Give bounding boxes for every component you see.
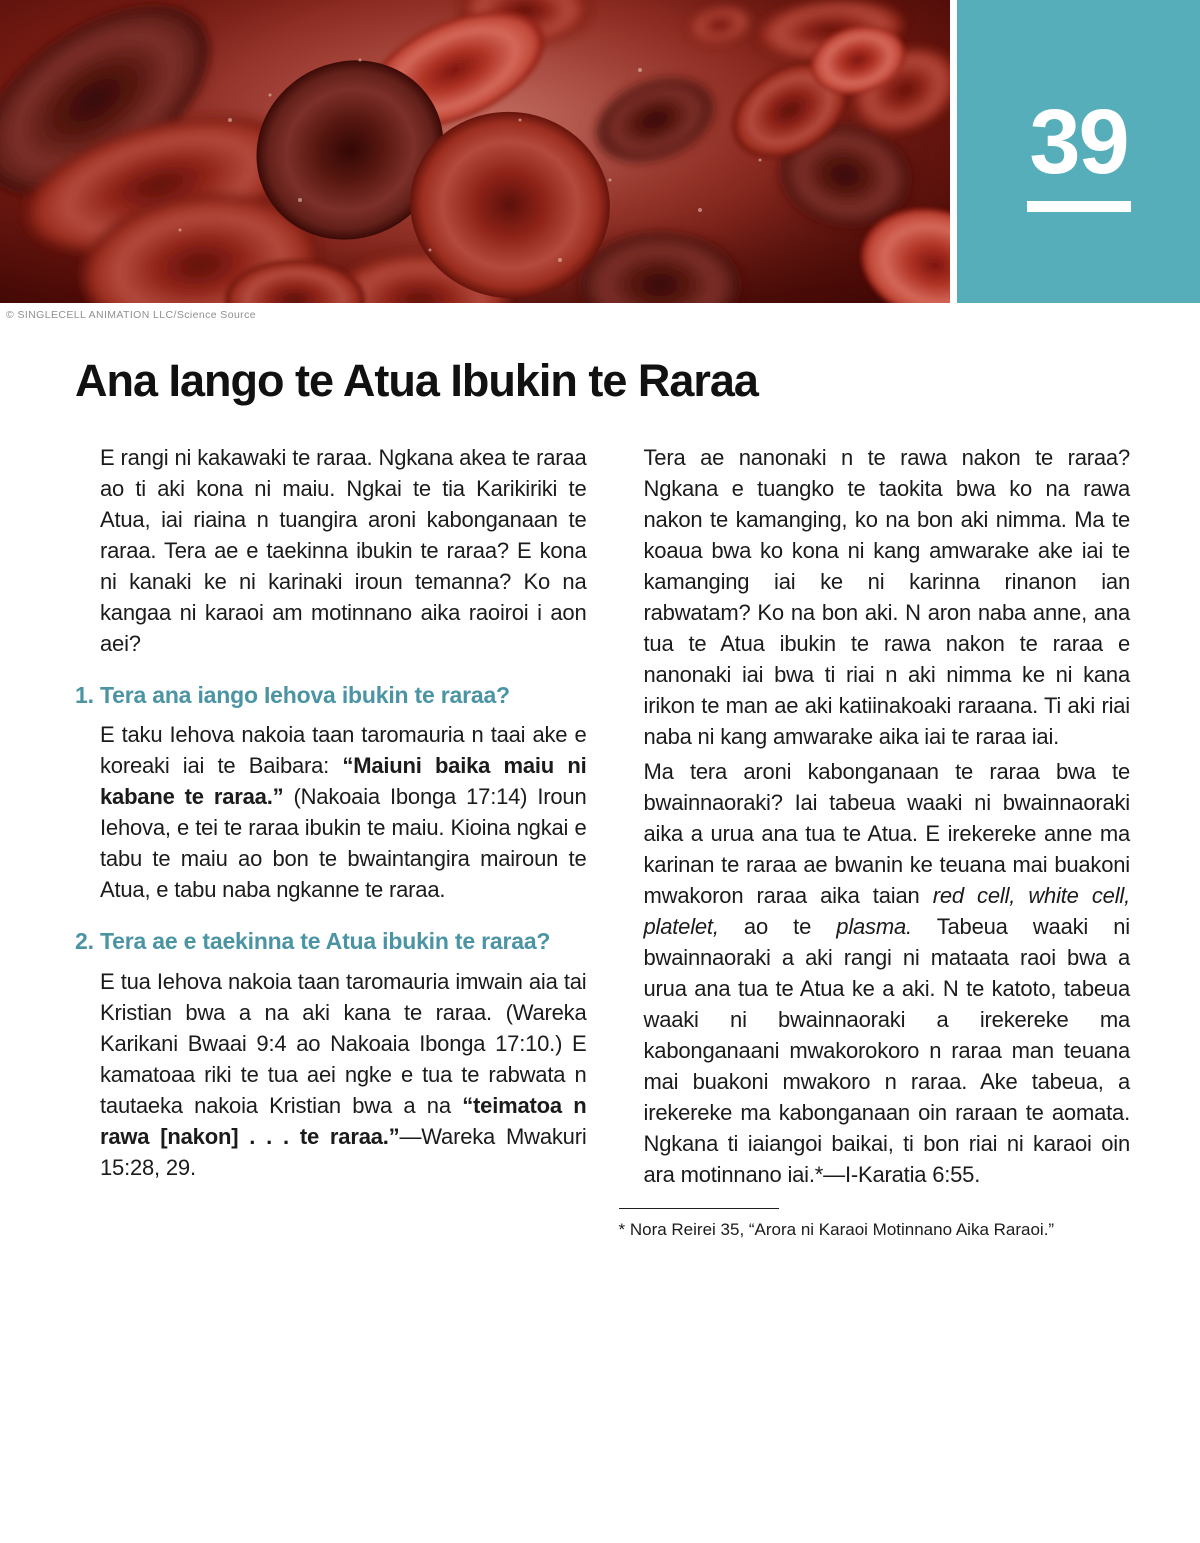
section-1-text-start: E taku Iehova nakoia taan taromauria n taai ake e koreaki iai te Baibara: <box>100 722 587 779</box>
image-credit: © SINGLECELL ANIMATION LLC/Science Source <box>6 309 256 321</box>
footnote-text: * Nora Reirei 35, “Arora ni Karaoi Motinnano Aika Raraoi.” <box>618 1219 1055 1239</box>
section-2-paragraph <box>75 966 587 1183</box>
header-gap <box>950 0 957 303</box>
plasma-term: plasma. <box>836 913 912 939</box>
right-paragraph-2 <box>619 756 1131 1190</box>
section-1-paragraph <box>75 719 587 905</box>
section-2-scripture-quote: “teimatoa n rawa [nakon] . . . te raraa.” <box>100 1093 587 1150</box>
section-2-text-end: —Wareka Mwakuri 15:28, 29. <box>100 1124 587 1181</box>
footnote-divider <box>619 1208 779 1209</box>
section-1-text-end: (Nakoaia Ibonga 17:14) Iroun Iehova, e tei te raraa ibukin te maiu. Kioina ngkai e tabu te maiu ao bon te bwaintangira mairoun te Atua, e tabu naba ngkanne te raraa. <box>100 784 587 903</box>
blood-cells-illustration <box>0 0 950 303</box>
intro-paragraph: E rangi ni kakawaki te raraa. Ngkana akea te raraa ao ti aki kona ni maiu. Ngkai te tia Karikiriki te Atua, iai riaina n tuangira aroni kabonganaan te raraa. Tera ae e taekinna ibukin te raraa? E kona ni kanaki ke ni karinaki iroun temanna? Ko na kangaa ni karaoi am motinnano aika raoiroi i aon aei? <box>100 444 587 656</box>
blood-components-terms: red cell, white cell, platelet, <box>643 882 1130 939</box>
blood-cells-image <box>0 0 950 303</box>
lesson-number-badge <box>957 0 1200 303</box>
lesson-number: 39 <box>1029 91 1128 193</box>
lesson-number-underline <box>1027 201 1131 212</box>
article-body <box>75 442 1130 1241</box>
right-paragraph-2-mid: ao te <box>718 913 837 939</box>
left-column <box>75 442 587 1241</box>
section-1-heading: 1. Tera ana iango Iehova ibukin te raraa? <box>75 681 510 708</box>
right-column <box>619 442 1131 1241</box>
right-paragraph-2-start: Ma tera aroni kabonganaan te raraa bwa te bwainnaoraki? Iai tabeua waaki ni bwainnaoraki aika a urua ana tua te Atua. E irekereke anne ma karinan te raraa ae bwanin ke teuana mai buakoni mwakoron raraa aika taian <box>643 758 1130 908</box>
section-1-scripture-quote: “Maiuni baika maiu ni kabane te raraa.” <box>100 753 587 810</box>
page-header <box>0 0 1200 303</box>
section-2-heading: 2. Tera ae e taekinna te Atua ibukin te raraa? <box>75 928 551 955</box>
page-title: Ana Iango te Atua Ibukin te Raraa <box>75 355 758 406</box>
section-2-text-start: E tua Iehova nakoia taan taromauria imwain aia tai Kristian bwa a na aki kana te raraa. (Wareka Karikani Bwaai 9:4 ao Nakoaia Ibonga 17:10.) E kamatoaa riki te tua aei ngke e tua te rabwata n tautaeka nakoia Kristian bwa a na <box>100 969 587 1119</box>
right-paragraph-1: Tera ae nanonaki n te rawa nakon te raraa? Ngkana e tuangko te taokita bwa ko na rawa nakon te kamanging, ko na bon aki nimma. Ma te koaua bwa ko kona ni kang amwarake ake iai te kamanging iai ke ni karinna rinanon ian rabwatam? Ko na bon aki. N aron naba anne, ana tua te Atua ibukin te rawa nakon te raraa e nanonaki iai bwa ti riai n aki nimma ke ni kana irikon te man ae aki katiinakoaki raraana. Ti aki riai naba ni kang amwarake aika iai te raraa iai. <box>643 444 1130 749</box>
right-paragraph-2-end: Tabeua waaki ni bwainnaoraki a aki rangi ni mataata raoi bwa a urua ana tua te Atua ke a aki. N te katoto, tabeua waaki ni bwainnaoraki a irekereke ma kabonganaani mwakorokoro n raraa man teuana mai buakoni mwakoro n raraa. Ake tabeua, a irekereke ma kabonganaan oin raraan te aomata. Ngkana ti iaiangoi baikai, ti bon riai ni karaoi oin ara motinnano iai.*—I-Karatia 6:55. <box>643 913 1130 1187</box>
